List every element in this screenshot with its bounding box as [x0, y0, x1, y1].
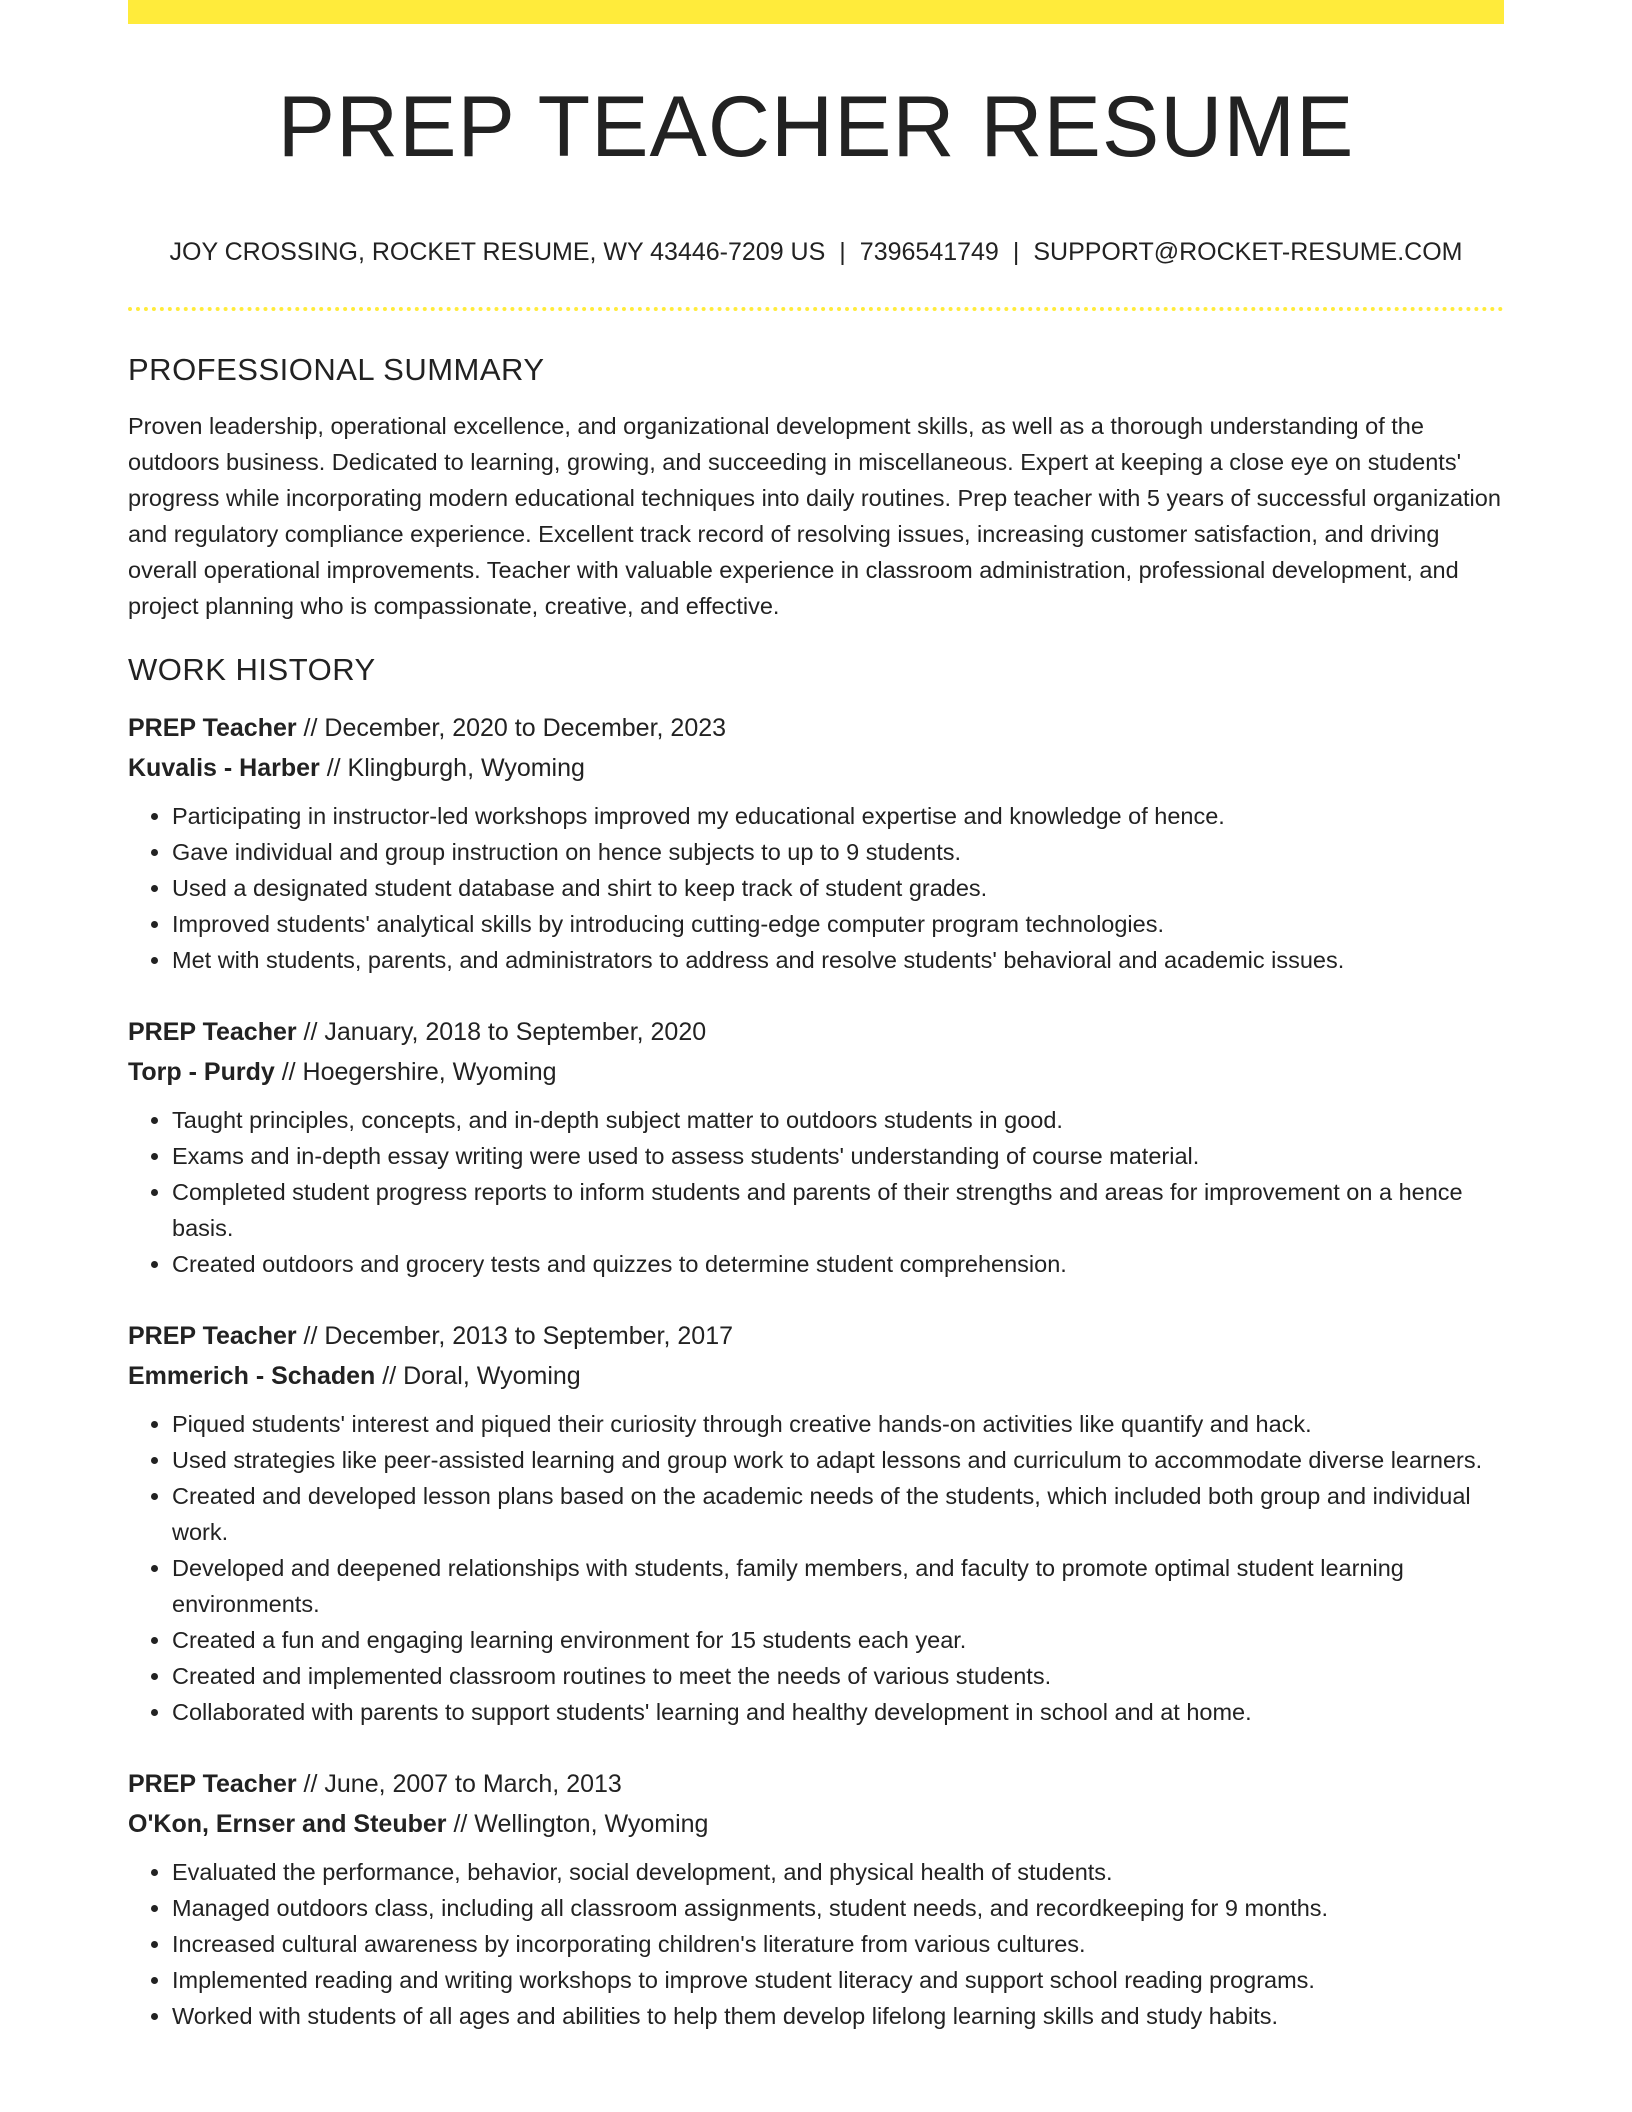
job-company: Torp - Purdy: [128, 1058, 275, 1086]
job-bullet: • Implemented reading and writing workshops to improve student literacy and support school reading programs.: [172, 1962, 1504, 1998]
accent-top-bar: [128, 0, 1504, 24]
job-title: PREP Teacher: [128, 1018, 297, 1046]
job-title: PREP Teacher: [128, 1322, 297, 1350]
job-company-line: [128, 1804, 1504, 1844]
job-bullet: • Participating in instructor-led workshops improved my educational expertise and knowledge of hence.: [172, 798, 1504, 834]
job-company: O'Kon, Ernser and Steuber: [128, 1810, 447, 1838]
job-entry: [128, 1012, 1504, 1282]
job-bullets: [128, 1854, 1504, 2034]
job-bullet: • Used a designated student database and shirt to keep track of student grades.: [172, 870, 1504, 906]
job-bullet: • Created and implemented classroom routines to meet the needs of various students.: [172, 1658, 1504, 1694]
job-company-line: [128, 1356, 1504, 1396]
job-title: PREP Teacher: [128, 1770, 297, 1798]
work-history-heading: WORK HISTORY: [128, 652, 376, 687]
job-bullet: • Completed student progress reports to inform students and parents of their strengths and areas for improvement on a hence basis.: [172, 1174, 1504, 1246]
job-bullet: • Developed and deepened relationships with students, family members, and faculty to promote optimal student learning environments.: [172, 1550, 1504, 1622]
job-location: // Klingburgh, Wyoming: [319, 754, 585, 782]
job-bullets: [128, 1102, 1504, 1282]
contact-address: JOY CROSSING, ROCKET RESUME, WY 43446-7209 US: [169, 238, 826, 266]
job-bullet: • Met with students, parents, and administrators to address and resolve students' behavioral and academic issues.: [172, 942, 1504, 978]
job-bullet: • Taught principles, concepts, and in-depth subject matter to outdoors students in good.: [172, 1102, 1504, 1138]
job-dates: // December, 2020 to December, 2023: [296, 714, 727, 742]
job-entry: [128, 1316, 1504, 1730]
job-bullet: • Gave individual and group instruction on hence subjects to up to 9 students.: [172, 834, 1504, 870]
contact-email: SUPPORT@ROCKET-RESUME.COM: [1033, 238, 1463, 266]
job-company: Emmerich - Schaden: [128, 1362, 376, 1390]
job-dates: // January, 2018 to September, 2020: [296, 1018, 707, 1046]
job-title-line: [128, 708, 1504, 748]
job-bullet: • Managed outdoors class, including all classroom assignments, student needs, and recordkeeping for 9 months.: [172, 1890, 1504, 1926]
job-bullet: • Improved students' analytical skills by introducing cutting-edge computer program technologies.: [172, 906, 1504, 942]
job-bullet: • Used strategies like peer-assisted learning and group work to adapt lessons and curriculum to accommodate diverse learners.: [172, 1442, 1504, 1478]
job-company-line: [128, 1052, 1504, 1092]
job-bullet: • Created a fun and engaging learning environment for 15 students each year.: [172, 1622, 1504, 1658]
job-entry: [128, 708, 1504, 978]
job-title-line: [128, 1012, 1504, 1052]
job-entry: [128, 1764, 1504, 2034]
job-dates: // June, 2007 to March, 2013: [296, 1770, 622, 1798]
job-company: Kuvalis - Harber: [128, 754, 320, 782]
job-bullet: • Exams and in-depth essay writing were used to assess students' understanding of course material.: [172, 1138, 1504, 1174]
job-bullet: • Evaluated the performance, behavior, social development, and physical health of students.: [172, 1854, 1504, 1890]
job-bullet: • Worked with students of all ages and abilities to help them develop lifelong learning skills and study habits.: [172, 1998, 1504, 2034]
contact-separator: |: [1012, 238, 1020, 266]
job-dates: // December, 2013 to September, 2017: [296, 1322, 733, 1350]
contact-line: [128, 238, 1504, 267]
summary-text: Proven leadership, operational excellence, and organizational development skills, as well as a thorough understanding of the outdoors business. Dedicated to learning, growing, and succeeding in miscellaneous. Expert at keeping a close eye on students' progress while incorporating modern educational techniques into daily routines. Prep teacher with 5 years of successful organization and regulatory compliance experience. Excellent track record of resolving issues, increasing customer satisfaction, and driving overall operational improvements. Teacher with valuable experience in classroom administration, professional development, and project planning who is compassionate, creative, and effective.: [128, 413, 1501, 619]
job-location: // Hoegershire, Wyoming: [274, 1058, 557, 1086]
job-bullet: • Collaborated with parents to support students' learning and healthy development in school and at home.: [172, 1694, 1504, 1730]
job-title-line: [128, 1764, 1504, 1804]
contact-phone: 7396541749: [859, 238, 999, 266]
job-title: PREP Teacher: [128, 714, 297, 742]
job-bullet: • Created and developed lesson plans based on the academic needs of the students, which included both group and individual work.: [172, 1478, 1504, 1550]
job-company-line: [128, 748, 1504, 788]
dotted-divider: [128, 307, 1504, 311]
job-title-line: [128, 1316, 1504, 1356]
summary-heading: PROFESSIONAL SUMMARY: [128, 352, 545, 387]
job-location: // Wellington, Wyoming: [446, 1810, 709, 1838]
job-bullet: • Created outdoors and grocery tests and quizzes to determine student comprehension.: [172, 1246, 1504, 1282]
job-bullet: • Piqued students' interest and piqued their curiosity through creative hands-on activities like quantify and hack.: [172, 1406, 1504, 1442]
resume-title: PREP TEACHER RESUME: [277, 79, 1355, 175]
contact-separator: |: [839, 238, 846, 266]
job-bullets: [128, 798, 1504, 978]
resume-content: [128, 352, 1504, 2068]
job-bullet: • Increased cultural awareness by incorporating children's literature from various cultures.: [172, 1926, 1504, 1962]
job-location: // Doral, Wyoming: [375, 1362, 581, 1390]
job-bullets: [128, 1406, 1504, 1730]
